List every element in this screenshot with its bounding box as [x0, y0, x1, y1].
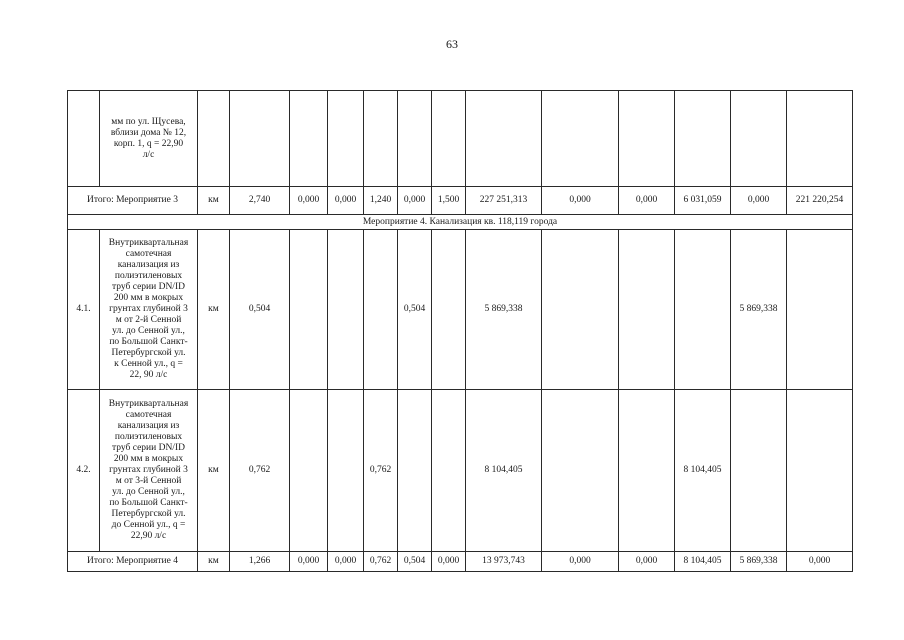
value-cell: 8 104,405 [675, 390, 731, 552]
value-cell [787, 390, 853, 552]
total-row-measure-3 [68, 187, 853, 215]
value-cell: 0,000 [432, 552, 466, 572]
total-label: Итого: Мероприятие 4 [68, 552, 198, 572]
description-cell: Внутриквартальная самотечная канализация из полиэтиленовых труб серии DN/ID 200 мм в мокрых грунтах глубиной 3 м от 3-й Сенной ул. до Сенной ул., по Большой Санкт- Петербургской ул. до Сенной ул., q = 22,90 л/с [100, 390, 198, 552]
value-cell: 0,762 [230, 390, 290, 552]
value-cell: 5 869,338 [731, 552, 787, 572]
value-cell [542, 390, 619, 552]
table-row-item-4-1 [68, 230, 853, 390]
description-cell: Внутриквартальная самотечная канализация из полиэтиленовых труб серии DN/ID 200 мм в мокрых грунтах глубиной 3 м от 2-й Сенной ул. до Сенной ул., по Большой Санкт- Петербургской ул. к Сенной ул., q = 22, 90 л/с [100, 230, 198, 390]
value-cell [328, 230, 364, 390]
unit-cell: км [198, 552, 230, 572]
table-row [68, 91, 853, 187]
value-cell: 1,500 [432, 187, 466, 215]
unit-cell [198, 91, 230, 187]
value-cell: 0,000 [290, 187, 328, 215]
unit-cell: км [198, 390, 230, 552]
value-cell: 0,504 [398, 552, 432, 572]
value-cell: 0,000 [398, 187, 432, 215]
value-cell [398, 390, 432, 552]
measures-table [67, 90, 853, 572]
value-cell: 13 973,743 [466, 552, 542, 572]
value-cell: 5 869,338 [466, 230, 542, 390]
value-cell [290, 230, 328, 390]
value-cell: 0,762 [364, 552, 398, 572]
value-cell: 0,000 [619, 552, 675, 572]
unit-cell: км [198, 187, 230, 215]
total-row-measure-4 [68, 552, 853, 572]
value-cell: 0,000 [619, 187, 675, 215]
section-title: Мероприятие 4. Канализация кв. 118,119 города [68, 215, 853, 230]
value-cell [290, 390, 328, 552]
value-cell [731, 390, 787, 552]
value-cell [619, 230, 675, 390]
value-cell [432, 390, 466, 552]
value-cell: 227 251,313 [466, 187, 542, 215]
value-cell: 0,000 [542, 187, 619, 215]
num-cell: 4.1. [68, 230, 100, 390]
value-cell: 0,000 [542, 552, 619, 572]
value-cell: 0,000 [328, 552, 364, 572]
value-cell: 6 031,059 [675, 187, 731, 215]
value-cell: 0,000 [731, 187, 787, 215]
total-label: Итого: Мероприятие 3 [68, 187, 198, 215]
value-cell: 1,240 [364, 187, 398, 215]
value-cell: 221 220,254 [787, 187, 853, 215]
num-cell: 4.2. [68, 390, 100, 552]
value-cell [328, 390, 364, 552]
num-cell [68, 91, 100, 187]
value-cell: 2,740 [230, 187, 290, 215]
table-row-item-4-2 [68, 390, 853, 552]
value-cell: 1,266 [230, 552, 290, 572]
value-cell [364, 230, 398, 390]
value-cell: 8 104,405 [675, 552, 731, 572]
value-cell: 0,504 [398, 230, 432, 390]
value-cell [675, 230, 731, 390]
value-cell: 5 869,338 [731, 230, 787, 390]
page-number: 63 [446, 37, 458, 51]
value-cell: 0,762 [364, 390, 398, 552]
value-cell: 0,504 [230, 230, 290, 390]
value-cell [619, 390, 675, 552]
value-cell [787, 230, 853, 390]
value-cell [542, 230, 619, 390]
value-cell: 0,000 [787, 552, 853, 572]
value-cell: 8 104,405 [466, 390, 542, 552]
unit-cell: км [198, 230, 230, 390]
value-cell [432, 230, 466, 390]
value-cell: 0,000 [328, 187, 364, 215]
value-cell: 0,000 [290, 552, 328, 572]
section-header-row [68, 215, 853, 230]
description-cell: мм по ул. Щусева, вблизи дома № 12, корп. 1, q = 22,90 л/с [100, 91, 198, 187]
